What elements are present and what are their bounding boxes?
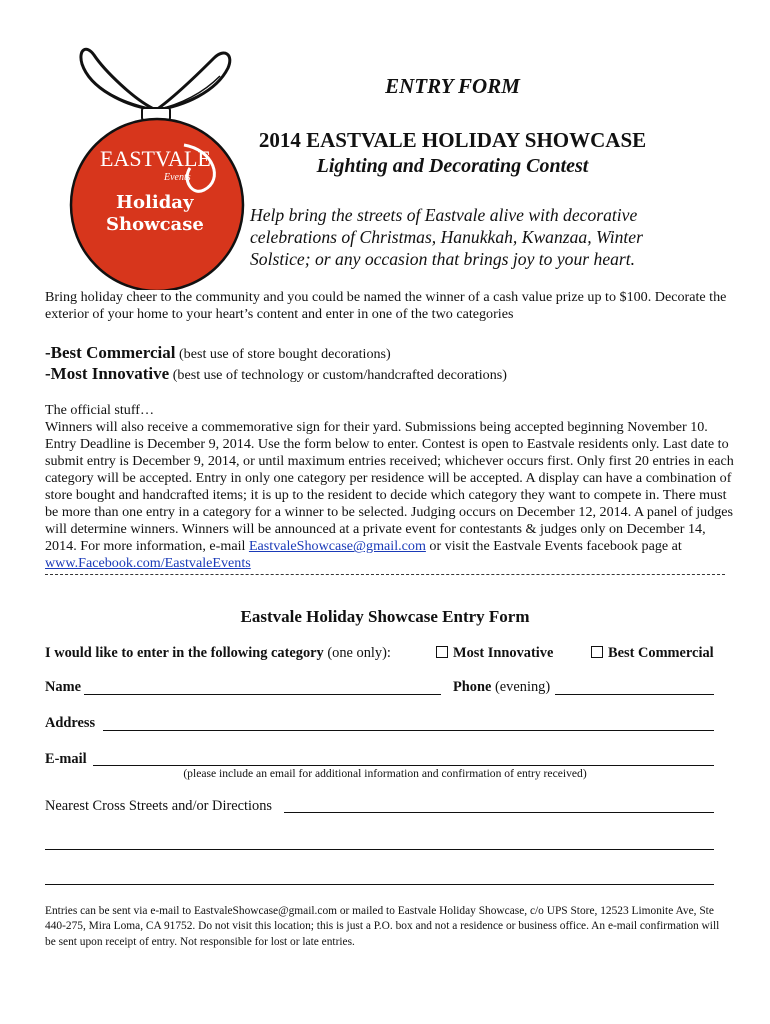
phone-label-group — [453, 679, 550, 696]
logo-holiday-text: Holiday — [116, 192, 194, 213]
email-link[interactable]: EastvaleShowcase@gmail.com — [248, 538, 426, 555]
entry-form-title: Eastvale Holiday Showcase Entry Form — [240, 607, 530, 626]
rules-text: Winners will also receive a commemorative sign for their yard. Submissions being accepted beginning November 10. Entry Deadline is December 9, 2014. Use the form below to enter. Contest is open to Eastvale residents only. Last date to submit entry is December 9, 2014, or until maximum entries received; whichever occurs first. Only first 20 entries in each category will be accepted. Entry in only one category per residence will be accepted. A display can have a combination of store bought and handcrafted items; it is up to the resident to decide which category they want to compete in. There must be more than one entry in a category for a winner to be selected. Judging occurs on December 12, 2014. A panel of judges will determine winners. Winners will be announced at a private event for contestants & judges only on December 14, 2014. For more information, e-mail — [45, 419, 734, 555]
cross-streets-field[interactable] — [284, 812, 714, 813]
intro-paragraph: Bring holiday cheer to the community and you could be named the winner of a cash value prize up to $100. Decorate the exterior of your home to your heart’s content and enter in one of the two categories — [45, 289, 727, 322]
most-innovative-option[interactable] — [436, 645, 553, 662]
entry-form-heading: ENTRY FORM — [385, 74, 520, 98]
address-field[interactable] — [103, 730, 714, 731]
category-note: (one only): — [327, 645, 391, 661]
cut-line-divider — [45, 574, 725, 575]
contest-title: Lighting and Decorating Contest — [316, 155, 589, 177]
tagline: Help bring the streets of Eastvale alive with decorative celebrations of Christmas, Hanukkah, Kwanzaa, Winter Solstice; or any occasion that brings joy to your heart. — [250, 205, 643, 269]
name-label: Name — [45, 679, 81, 695]
category-name: -Best Commercial — [45, 343, 176, 362]
checkbox-icon[interactable] — [436, 646, 448, 658]
eastvale-holiday-showcase-logo — [64, 40, 250, 290]
showcase-title: 2014 EASTVALE HOLIDAY SHOWCASE — [258, 128, 647, 152]
most-innovative-label: Most Innovative — [453, 645, 554, 661]
category-description: (best use of store bought decorations) — [178, 346, 391, 362]
logo-brand-sub-text: Events — [164, 172, 191, 183]
rules-mid-text: or visit the Eastvale Events facebook page at — [425, 538, 682, 555]
official-stuff-heading: The official stuff… — [45, 402, 155, 418]
checkbox-icon[interactable] — [591, 646, 603, 658]
directions-line-2[interactable] — [45, 849, 714, 850]
phone-label: Phone — [453, 679, 492, 695]
best-commercial-option[interactable] — [591, 645, 714, 662]
category-best-commercial — [45, 344, 735, 363]
category-name: -Most Innovative — [45, 364, 170, 383]
category-prompt: I would like to enter in the following category — [45, 645, 324, 661]
email-field[interactable] — [93, 765, 714, 766]
logo-showcase-text: Showcase — [106, 214, 204, 235]
email-note: (please include an email for additional information and confirmation of entry received) — [183, 767, 587, 780]
category-most-innovative — [45, 365, 735, 384]
logo-brand-text: EASTVALE — [100, 146, 211, 171]
best-commercial-label: Best Commercial — [608, 645, 714, 661]
facebook-link[interactable]: www.Facebook.com/EastvaleEvents — [45, 555, 251, 572]
directions-line-3[interactable] — [45, 884, 714, 885]
name-field[interactable] — [84, 694, 441, 695]
submission-footer: Entries can be sent via e-mail to EastvaleShowcase@gmail.com or mailed to Eastvale Holiday Showcase, c/o UPS Store, 12523 Limonite Ave, Ste 440-275, Mira Loma, CA 91752. Do not visit this location; this is just a P.O. box and not a residence or business office. An e-mail confirmation will be sent upon receipt of entry. Not responsible for lost or late entries. — [45, 905, 720, 948]
rules-paragraph — [45, 419, 735, 572]
email-label: E-mail — [45, 751, 87, 767]
address-label: Address — [45, 715, 96, 731]
category-selection-row — [45, 645, 725, 665]
cross-streets-label: Nearest Cross Streets and/or Directions — [45, 798, 272, 814]
phone-field[interactable] — [555, 694, 714, 695]
phone-note: (evening) — [495, 679, 551, 695]
category-description: (best use of technology or custom/handcrafted decorations) — [172, 367, 507, 383]
